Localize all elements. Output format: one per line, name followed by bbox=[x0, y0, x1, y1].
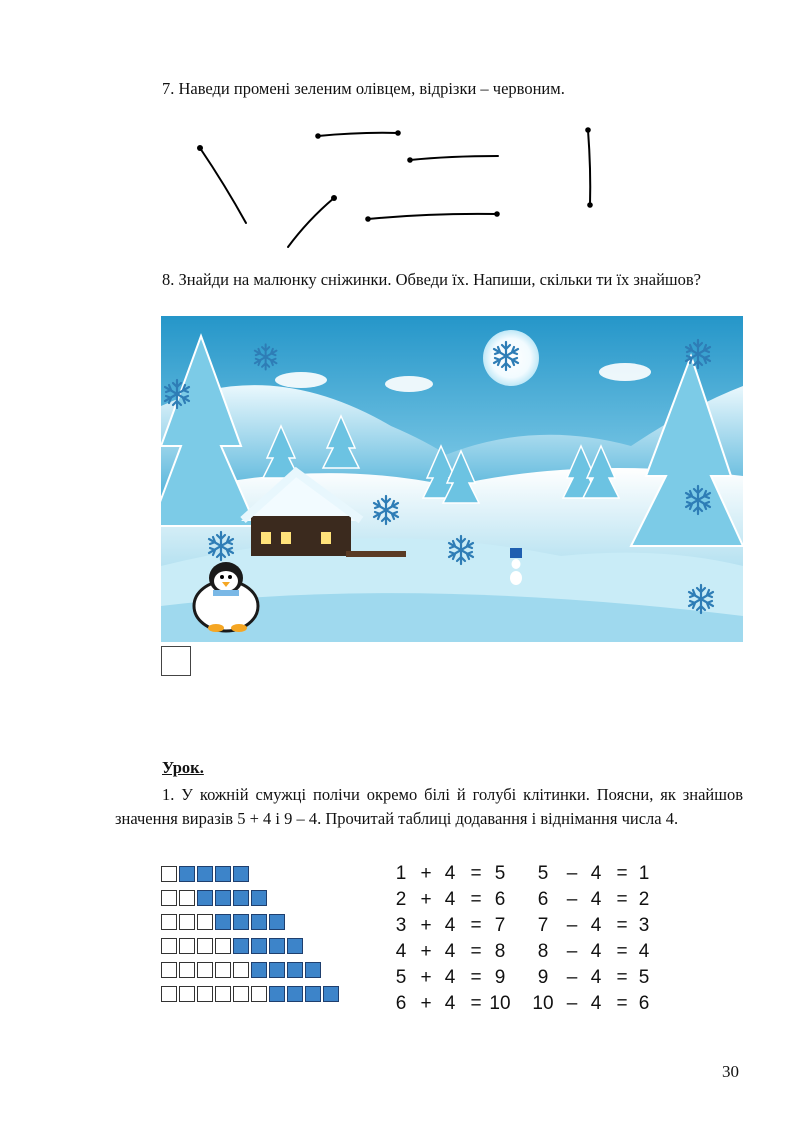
line-bottom bbox=[368, 214, 497, 219]
rays-segments-drawing bbox=[190, 125, 610, 250]
equation-equals: = bbox=[616, 863, 628, 884]
blue-cell bbox=[305, 962, 321, 978]
white-cell bbox=[251, 986, 267, 1002]
equation-result: 6 bbox=[638, 993, 650, 1014]
white-cell bbox=[161, 866, 177, 882]
task8-instruction: 8. Знайди на малюнку сніжинки. Обведи їх. Напиши, скільки ти їх знайшов? bbox=[162, 270, 701, 289]
subtraction-row bbox=[530, 863, 655, 887]
equation-result: 4 bbox=[638, 941, 650, 962]
blue-cell bbox=[269, 914, 285, 930]
cell-strip bbox=[161, 866, 249, 882]
white-cell bbox=[179, 938, 195, 954]
equation-result: 7 bbox=[494, 915, 506, 936]
addition-row bbox=[390, 967, 515, 991]
equation-result: 1 bbox=[638, 863, 650, 884]
page-number: 30 bbox=[722, 1062, 739, 1081]
equation-operand: 10 bbox=[532, 993, 554, 1014]
lesson-title: Урок. bbox=[162, 758, 204, 777]
equation-result: 3 bbox=[638, 915, 650, 936]
winter-scene-illustration bbox=[161, 316, 743, 642]
line-diagonal-left bbox=[200, 148, 246, 223]
blue-cell bbox=[233, 890, 249, 906]
equation-operand: 5 bbox=[537, 863, 549, 884]
white-cell bbox=[197, 938, 213, 954]
equation-operand: 4 bbox=[590, 863, 602, 884]
line-diagonal-right bbox=[288, 198, 334, 247]
equation-result: 2 bbox=[638, 889, 650, 910]
equation-result: 6 bbox=[494, 889, 506, 910]
white-cell bbox=[179, 986, 195, 1002]
equation-operand: 5 bbox=[395, 967, 407, 988]
dot bbox=[395, 130, 401, 136]
blue-cell bbox=[323, 986, 339, 1002]
white-cell bbox=[233, 962, 249, 978]
equation-operator: – bbox=[566, 863, 578, 884]
dot bbox=[585, 127, 591, 133]
equation-operand: 4 bbox=[444, 941, 456, 962]
blue-cell bbox=[287, 938, 303, 954]
equation-operand: 6 bbox=[537, 889, 549, 910]
cell-strip bbox=[161, 914, 285, 930]
white-cell bbox=[161, 962, 177, 978]
subtraction-table bbox=[530, 863, 655, 1013]
equation-operator: – bbox=[566, 967, 578, 988]
line-top-short bbox=[318, 133, 398, 136]
cell-strip bbox=[161, 986, 339, 1002]
equation-operand: 2 bbox=[395, 889, 407, 910]
subtraction-row bbox=[530, 889, 655, 913]
line-vertical bbox=[588, 130, 590, 205]
equation-equals: = bbox=[470, 863, 482, 884]
equation-operand: 7 bbox=[537, 915, 549, 936]
blue-cell bbox=[197, 890, 213, 906]
blue-cell bbox=[233, 938, 249, 954]
equation-result: 5 bbox=[638, 967, 650, 988]
white-cell bbox=[161, 938, 177, 954]
equation-equals: = bbox=[616, 889, 628, 910]
blue-cell bbox=[269, 938, 285, 954]
equation-result: 5 bbox=[494, 863, 506, 884]
blue-cell bbox=[233, 914, 249, 930]
equation-operand: 4 bbox=[444, 889, 456, 910]
subtraction-row bbox=[530, 915, 655, 939]
equation-operator: – bbox=[566, 889, 578, 910]
equation-operand: 4 bbox=[444, 915, 456, 936]
addition-row bbox=[390, 941, 515, 965]
addition-row bbox=[390, 915, 515, 939]
equation-operand: 8 bbox=[537, 941, 549, 962]
equation-operator: – bbox=[566, 993, 578, 1014]
white-cell bbox=[215, 938, 231, 954]
equation-equals: = bbox=[616, 967, 628, 988]
equation-equals: = bbox=[616, 941, 628, 962]
equation-operator: + bbox=[420, 863, 432, 884]
equation-operand: 4 bbox=[395, 941, 407, 962]
line-middle bbox=[410, 156, 498, 160]
equation-equals: = bbox=[470, 967, 482, 988]
cell-strip bbox=[161, 962, 321, 978]
blue-cell bbox=[305, 986, 321, 1002]
equation-operator: + bbox=[420, 967, 432, 988]
blue-cell bbox=[269, 962, 285, 978]
blue-cell bbox=[251, 890, 267, 906]
equation-operator: + bbox=[420, 993, 432, 1014]
equation-operator: + bbox=[420, 941, 432, 962]
blue-cell bbox=[287, 962, 303, 978]
addition-row bbox=[390, 993, 515, 1017]
answer-box[interactable] bbox=[161, 646, 191, 676]
white-cell bbox=[197, 962, 213, 978]
blue-cell bbox=[215, 866, 231, 882]
addition-row bbox=[390, 863, 515, 887]
equation-operator: + bbox=[420, 915, 432, 936]
blue-cell bbox=[251, 914, 267, 930]
cell-strip bbox=[161, 890, 267, 906]
addition-table bbox=[390, 863, 515, 1013]
dot bbox=[365, 216, 371, 222]
dot bbox=[315, 133, 321, 139]
equation-operand: 4 bbox=[590, 993, 602, 1014]
dot bbox=[197, 145, 203, 151]
white-cell bbox=[197, 914, 213, 930]
equation-equals: = bbox=[470, 889, 482, 910]
white-cell bbox=[215, 962, 231, 978]
equation-result: 10 bbox=[489, 993, 511, 1014]
subtraction-row bbox=[530, 967, 655, 991]
blue-cell bbox=[197, 866, 213, 882]
equation-result: 9 bbox=[494, 967, 506, 988]
equation-operand: 4 bbox=[444, 967, 456, 988]
dot bbox=[587, 202, 593, 208]
equation-operand: 4 bbox=[590, 889, 602, 910]
white-cell bbox=[179, 890, 195, 906]
equation-operand: 4 bbox=[444, 993, 456, 1014]
blue-cell bbox=[179, 866, 195, 882]
blue-cell bbox=[233, 866, 249, 882]
equation-operand: 9 bbox=[537, 967, 549, 988]
lesson-task1-instruction: 1. У кожній смужці полічи окремо білі й голубі клітинки. Поясни, як знайшов значення виразів 5 + 4 і 9 – 4. Прочитай таблиці додавання і віднімання числа 4. bbox=[115, 785, 743, 828]
task7-instruction: 7. Наведи промені зеленим олівцем, відрізки – червоним. bbox=[162, 79, 565, 98]
blue-cell bbox=[251, 962, 267, 978]
white-cell bbox=[161, 890, 177, 906]
equation-operand: 6 bbox=[395, 993, 407, 1014]
equation-equals: = bbox=[616, 915, 628, 936]
white-cell bbox=[197, 986, 213, 1002]
equation-equals: = bbox=[470, 915, 482, 936]
equation-operand: 4 bbox=[590, 915, 602, 936]
equation-operand: 3 bbox=[395, 915, 407, 936]
blue-cell bbox=[269, 986, 285, 1002]
dot bbox=[331, 195, 337, 201]
white-cell bbox=[215, 986, 231, 1002]
blue-cell bbox=[215, 914, 231, 930]
equation-operand: 1 bbox=[395, 863, 407, 884]
equation-equals: = bbox=[616, 993, 628, 1014]
white-cell bbox=[179, 914, 195, 930]
subtraction-row bbox=[530, 993, 655, 1017]
equation-operator: – bbox=[566, 941, 578, 962]
blue-cell bbox=[251, 938, 267, 954]
equation-operand: 4 bbox=[590, 967, 602, 988]
equation-operand: 4 bbox=[444, 863, 456, 884]
equation-operator: + bbox=[420, 889, 432, 910]
subtraction-row bbox=[530, 941, 655, 965]
white-cell bbox=[233, 986, 249, 1002]
blue-cell bbox=[287, 986, 303, 1002]
white-cell bbox=[179, 962, 195, 978]
equation-operand: 4 bbox=[590, 941, 602, 962]
equation-equals: = bbox=[470, 941, 482, 962]
cell-strip bbox=[161, 938, 303, 954]
equation-operator: – bbox=[566, 915, 578, 936]
white-cell bbox=[161, 986, 177, 1002]
white-cell bbox=[161, 914, 177, 930]
blue-cell bbox=[215, 890, 231, 906]
dot bbox=[407, 157, 413, 163]
equation-equals: = bbox=[470, 993, 482, 1014]
addition-row bbox=[390, 889, 515, 913]
equation-result: 8 bbox=[494, 941, 506, 962]
dot bbox=[494, 211, 500, 217]
